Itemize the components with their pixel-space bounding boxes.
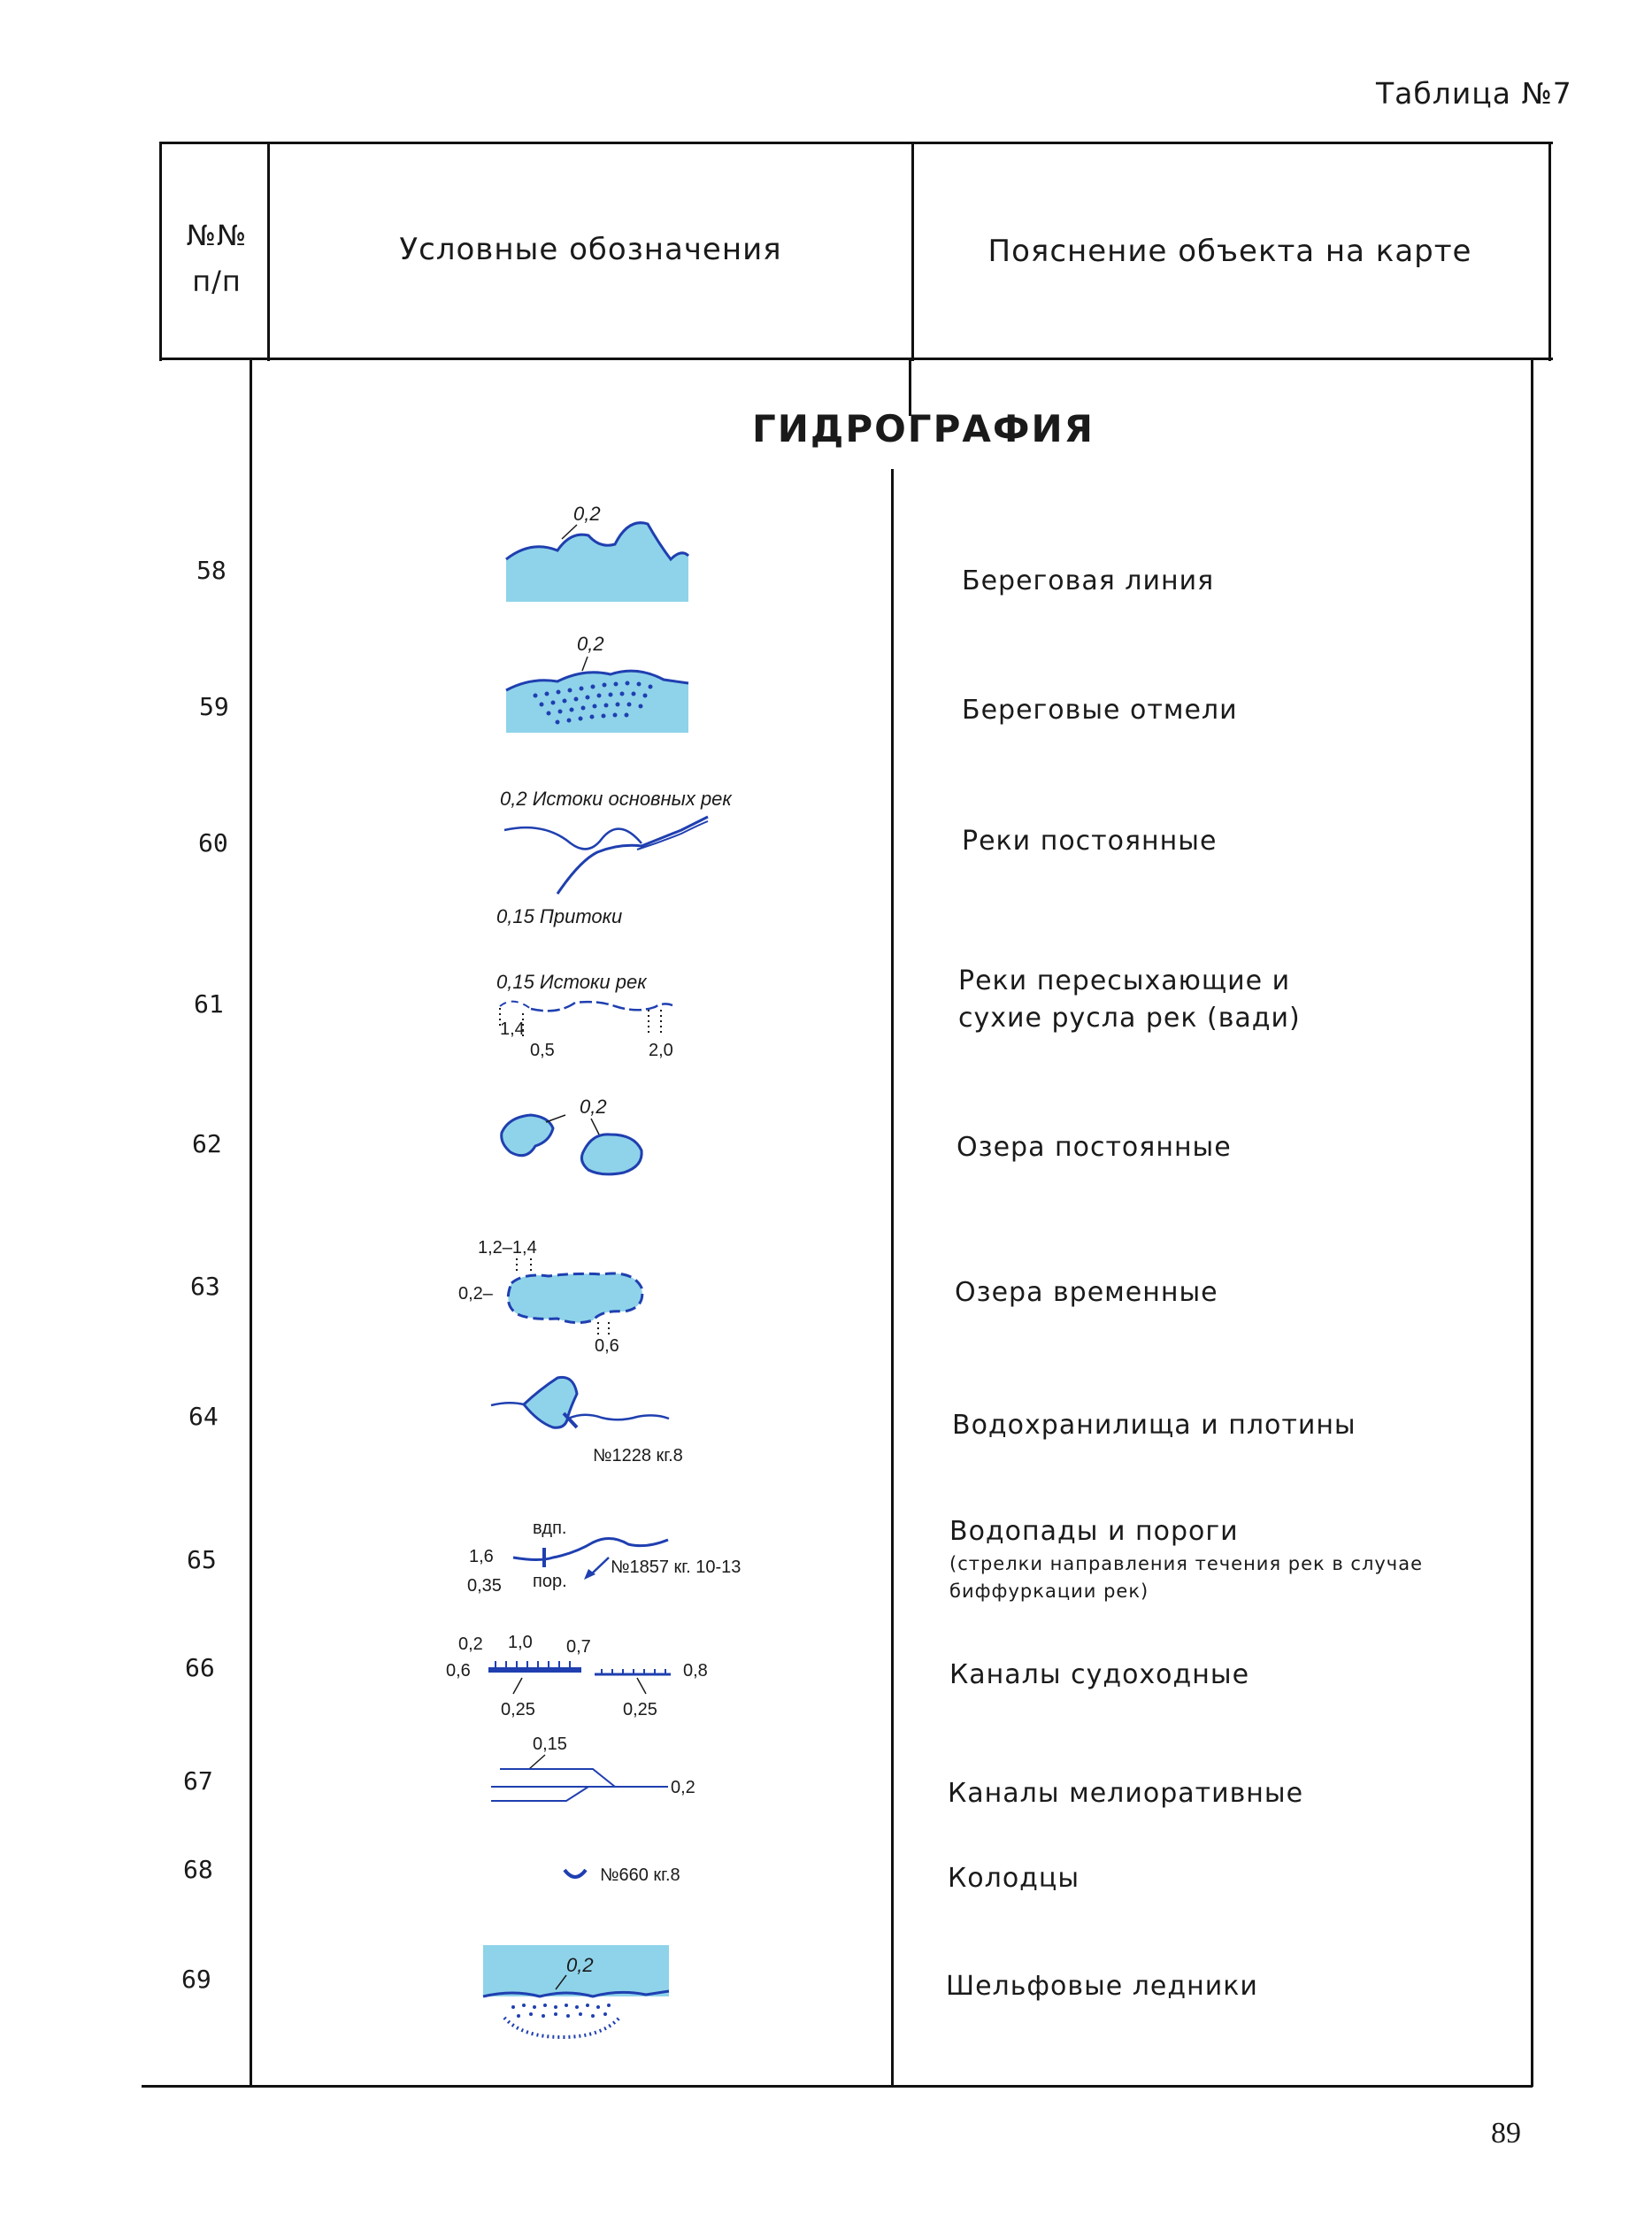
table-left-rule	[159, 142, 162, 361]
row-num-66: 66	[185, 1653, 215, 1682]
row-num-60: 60	[198, 828, 228, 858]
symbol-66-label-1-0: 1,0	[508, 1633, 533, 1652]
explanation-64: Водохранилища и плотины	[952, 1410, 1356, 1441]
table-right-rule-lower	[1531, 358, 1533, 2087]
explanation-68: Колодцы	[948, 1863, 1080, 1894]
symbol-66-label-0-25-b: 0,25	[623, 1700, 657, 1719]
symbol-58-label: 0,2	[573, 503, 601, 525]
symbol-66-navigable-canals	[442, 1630, 734, 1727]
symbol-60-permanent-rivers	[491, 777, 783, 936]
symbol-61-label-0-5: 0,5	[530, 1041, 555, 1060]
symbol-61-label-2-0: 2,0	[649, 1041, 673, 1060]
symbol-67-label-0-15: 0,15	[533, 1735, 567, 1754]
row-num-65: 65	[187, 1545, 217, 1574]
symbol-69-label: 0,2	[566, 1954, 594, 1976]
header-num-col	[164, 212, 270, 304]
symbol-67-irrigation-canals	[478, 1730, 726, 1819]
row-num-61: 61	[194, 989, 224, 1019]
symbol-62-label: 0,2	[580, 1096, 607, 1118]
table-label: Таблица №7	[1376, 76, 1572, 111]
row-num-64: 64	[188, 1402, 219, 1431]
header-bottom-rule	[159, 358, 1553, 360]
explanation-61	[958, 963, 1301, 1037]
explanation-69: Шельфовые ледники	[946, 1971, 1258, 2002]
symbol-65-label-vdp: вдп.	[533, 1519, 567, 1538]
header-explanation-col: Пояснение объекта на карте	[987, 234, 1472, 269]
symbol-63-temporary-lakes	[451, 1230, 681, 1354]
explanation-65-note1: (стрелки направления течения рек в случае	[949, 1553, 1424, 1574]
symbol-66-label-0-8: 0,8	[683, 1661, 708, 1681]
explanation-65-line1: Водопады и пороги	[949, 1516, 1239, 1547]
symbol-64-label: №1228 кг.8	[593, 1446, 683, 1465]
row-num-62: 62	[192, 1129, 222, 1158]
symbol-60-label-sources: 0,2 Истоки основных рек	[500, 788, 732, 810]
row-num-67: 67	[183, 1766, 213, 1796]
row-num-69: 69	[181, 1965, 211, 1994]
sym-col-rule-lower	[891, 469, 894, 2087]
explanation-66: Каналы судоходные	[949, 1659, 1250, 1690]
symbol-69-ice-shelves	[478, 1938, 681, 2044]
symbol-61-label-sources: 0,15 Истоки рек	[496, 971, 647, 993]
symbol-66-label-0-25-a: 0,25	[501, 1700, 535, 1719]
symbol-66-label-0-6: 0,6	[446, 1661, 471, 1681]
table-right-rule	[1548, 142, 1551, 361]
header-symbols-col: Условные обозначения	[399, 232, 782, 267]
explanation-59: Береговые отмели	[962, 695, 1238, 726]
header-num-line1: №№	[186, 219, 248, 252]
symbol-68-wells	[557, 1854, 726, 1898]
symbol-61-intermittent-rivers	[491, 960, 695, 1066]
row-num-59: 59	[199, 692, 229, 721]
symbol-65-label-0-35: 0,35	[467, 1576, 502, 1596]
row-num-68: 68	[183, 1855, 213, 1884]
explanation-67: Каналы мелиоративные	[948, 1778, 1304, 1809]
explanation-63: Озера временные	[955, 1277, 1218, 1308]
symbol-68-label: №660 кг.8	[600, 1865, 680, 1885]
symbol-67-label-0-2: 0,2	[671, 1778, 695, 1797]
symbol-63-label-1-2: 1,2–1,4	[478, 1238, 537, 1258]
symbol-65-label-por: пор.	[533, 1572, 567, 1591]
header-num-line2: п/п	[192, 265, 242, 298]
symbol-65-label-number: №1857 кг. 10-13	[611, 1558, 741, 1577]
symbol-66-label-0-2: 0,2	[458, 1635, 483, 1654]
explanation-61-line1: Реки пересыхающие и	[958, 965, 1291, 996]
symbol-65-label-1-6: 1,6	[469, 1547, 494, 1566]
row-num-63: 63	[190, 1272, 220, 1301]
explanation-60: Реки постоянные	[962, 826, 1218, 857]
symbol-62-permanent-lakes	[491, 1088, 695, 1186]
symbol-61-label-1-4: 1,4	[500, 1019, 525, 1039]
symbol-63-label-0-2: 0,2–	[458, 1284, 493, 1304]
explanation-61-line2: сухие русла рек (вади)	[958, 1003, 1301, 1034]
symbol-63-label-0-6: 0,6	[595, 1336, 619, 1354]
row-num-58: 58	[196, 556, 227, 585]
explanation-62: Озера постоянные	[957, 1132, 1232, 1163]
table-top-rule	[159, 142, 1553, 144]
explanation-65-note2: биффуркации рек)	[949, 1581, 1149, 1602]
symbol-65-waterfalls-rapids	[451, 1509, 788, 1615]
section-title: ГИДРОГРАФИЯ	[752, 407, 1095, 450]
explanation-65	[949, 1513, 1423, 1605]
page-number: 89	[1491, 2117, 1521, 2150]
num-col-rule-lower	[250, 358, 252, 2087]
symbol-60-label-tributaries: 0,15 Притоки	[496, 905, 623, 927]
symbol-64-reservoirs-dams	[487, 1367, 717, 1473]
explanation-58: Береговая линия	[962, 565, 1215, 596]
symbol-59-shoals	[496, 628, 699, 743]
symbol-58-coastline	[496, 496, 699, 611]
symbol-66-label-0-7: 0,7	[566, 1637, 591, 1657]
table-bottom-rule	[142, 2085, 1533, 2088]
symbol-59-label: 0,2	[577, 633, 604, 655]
